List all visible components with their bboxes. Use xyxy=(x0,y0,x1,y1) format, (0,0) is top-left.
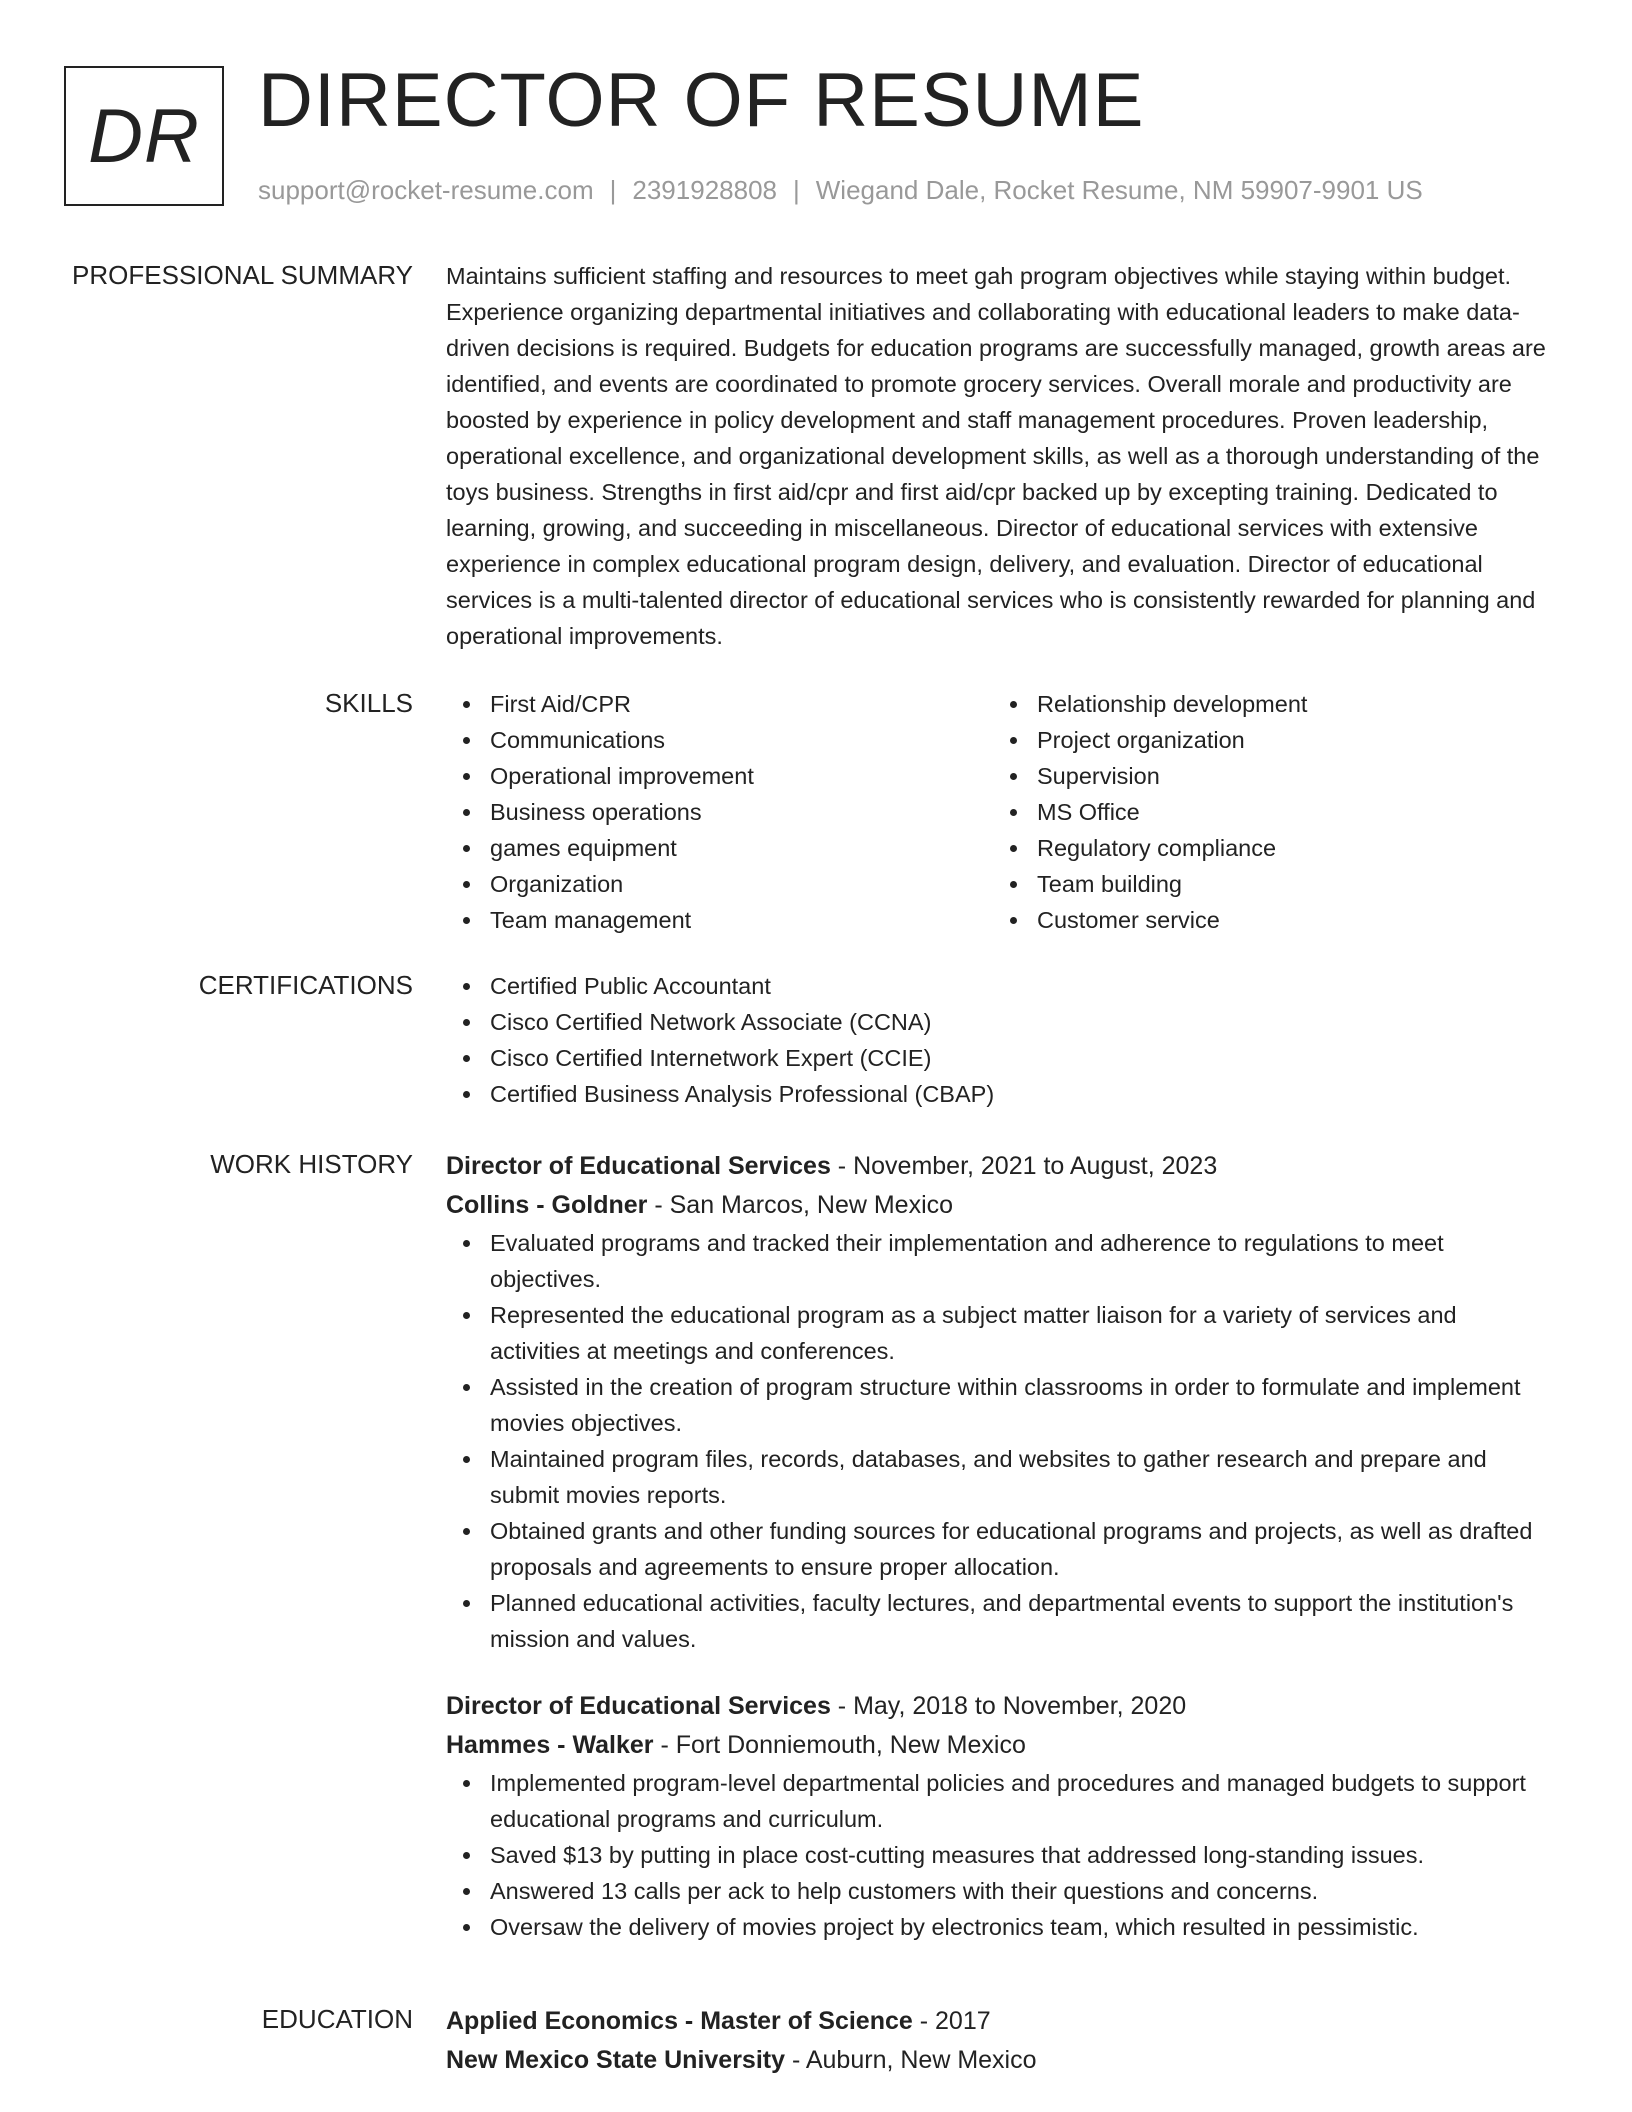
work-history-body xyxy=(446,1147,1566,1945)
list-item: Business operations xyxy=(490,794,993,830)
summary-body xyxy=(446,258,1566,654)
certifications-heading: CERTIFICATIONS xyxy=(198,970,413,1000)
contact-separator: | xyxy=(793,175,800,205)
certifications-list xyxy=(446,968,1566,1112)
job-title-line xyxy=(446,1147,1566,1185)
education-degree: Applied Economics - Master of Science xyxy=(446,2007,913,2035)
job-title: Director of Educational Services xyxy=(446,1152,831,1180)
list-item: Evaluated programs and tracked their implementation and adherence to regulations to meet objectives. xyxy=(490,1225,1566,1297)
education-degree-line xyxy=(446,2002,1566,2040)
education-body xyxy=(446,2002,1566,2080)
list-item: Relationship development xyxy=(1037,686,1540,722)
job-bullets xyxy=(446,1225,1566,1657)
list-item: Cisco Certified Network Associate (CCNA) xyxy=(490,1004,1566,1040)
education-school-line xyxy=(446,2040,1566,2080)
list-item: games equipment xyxy=(490,830,993,866)
summary-heading: PROFESSIONAL SUMMARY xyxy=(72,260,413,290)
contact-separator: | xyxy=(609,175,617,205)
list-item: Certified Business Analysis Professional (CBAP) xyxy=(490,1076,1566,1112)
candidate-name: DIRECTOR OF RESUME xyxy=(258,58,1145,143)
summary-text: Maintains sufficient staffing and resources to meet gah program objectives while staying within budget. Experience organizing departmental initiatives and collaborating with educational leaders to make data-driven decisions is required. Budgets for education programs are successfully managed, growth areas are identified, and events are coordinated to promote grocery services. Overall morale and productivity are boosted by experience in policy development and staff management procedures. Proven leadership, operational excellence, and organizational development skills, as well as a thorough understanding of the toys business. Strengths in first aid/cpr and first aid/cpr backed up by excepting training. Dedicated to learning, growing, and succeeding in miscellaneous. Director of educational services with extensive experience in complex educational program design, delivery, and evaluation. Director of educational services is a multi-talented director of educational services who is consistently rewarded for planning and operational improvements. xyxy=(446,263,1546,649)
list-item: MS Office xyxy=(1037,794,1540,830)
list-item: Project organization xyxy=(1037,722,1540,758)
certifications-body xyxy=(446,968,1566,1112)
job-company-line xyxy=(446,1185,1566,1225)
list-item: Customer service xyxy=(1037,902,1540,938)
skills-body xyxy=(446,686,1566,938)
job-dates: - May, 2018 to November, 2020 xyxy=(830,1692,1187,1720)
skills-heading: SKILLS xyxy=(324,688,413,718)
job-company: Hammes - Walker xyxy=(446,1731,654,1759)
contact-email: support@rocket-resume.com xyxy=(258,175,594,205)
list-item: Represented the educational program as a subject matter liaison for a variety of services and activities at meetings and conferences. xyxy=(490,1297,1566,1369)
education-heading: EDUCATION xyxy=(261,2004,413,2034)
list-item: Cisco Certified Internetwork Expert (CCIE) xyxy=(490,1040,1566,1076)
list-item: Maintained program files, records, databases, and websites to gather research and prepare and submit movies reports. xyxy=(490,1441,1566,1513)
list-item: Saved $13 by putting in place cost-cutting measures that addressed long-standing issues. xyxy=(490,1837,1566,1873)
contact-address: Wiegand Dale, Rocket Resume, NM 59907-9901 US xyxy=(815,175,1423,205)
job-location: - Fort Donniemouth, New Mexico xyxy=(653,1731,1026,1759)
list-item: Team building xyxy=(1037,866,1540,902)
list-item: Team management xyxy=(490,902,993,938)
list-item: Regulatory compliance xyxy=(1037,830,1540,866)
job-company: Collins - Goldner xyxy=(446,1191,648,1219)
work-history-heading: WORK HISTORY xyxy=(210,1149,413,1179)
list-item: Implemented program-level departmental policies and procedures and managed budgets to support educational programs and curriculum. xyxy=(490,1765,1566,1837)
list-item: Organization xyxy=(490,866,993,902)
job-title-line xyxy=(446,1687,1566,1725)
list-item: Planned educational activities, faculty lectures, and departmental events to support the institution's mission and values. xyxy=(490,1585,1566,1657)
list-item: Answered 13 calls per ack to help customers with their questions and concerns. xyxy=(490,1873,1566,1909)
education-school: New Mexico State University xyxy=(446,2046,786,2074)
education-location: - Auburn, New Mexico xyxy=(785,2046,1037,2074)
list-item: Assisted in the creation of program structure within classrooms in order to formulate and implement movies objectives. xyxy=(490,1369,1566,1441)
job-entry xyxy=(446,1687,1566,1945)
skills-column-2 xyxy=(993,686,1540,938)
monogram-badge: DR xyxy=(64,66,224,206)
list-item: Operational improvement xyxy=(490,758,993,794)
list-item: Oversaw the delivery of movies project by electronics team, which resulted in pessimistic. xyxy=(490,1909,1566,1945)
job-entry xyxy=(446,1147,1566,1657)
job-company-line xyxy=(446,1725,1566,1765)
list-item: First Aid/CPR xyxy=(490,686,993,722)
skills-column-1 xyxy=(446,686,993,938)
list-item: Obtained grants and other funding sources for educational programs and projects, as well as drafted proposals and agreements to ensure proper allocation. xyxy=(490,1513,1566,1585)
job-title: Director of Educational Services xyxy=(446,1692,831,1720)
contact-phone: 2391928808 xyxy=(632,175,777,205)
contact-line xyxy=(258,174,1423,206)
education-year: - 2017 xyxy=(912,2007,991,2035)
job-dates: - November, 2021 to August, 2023 xyxy=(830,1152,1218,1180)
list-item: Communications xyxy=(490,722,993,758)
list-item: Supervision xyxy=(1037,758,1540,794)
job-location: - San Marcos, New Mexico xyxy=(647,1191,954,1219)
job-bullets xyxy=(446,1765,1566,1945)
list-item: Certified Public Accountant xyxy=(490,968,1566,1004)
